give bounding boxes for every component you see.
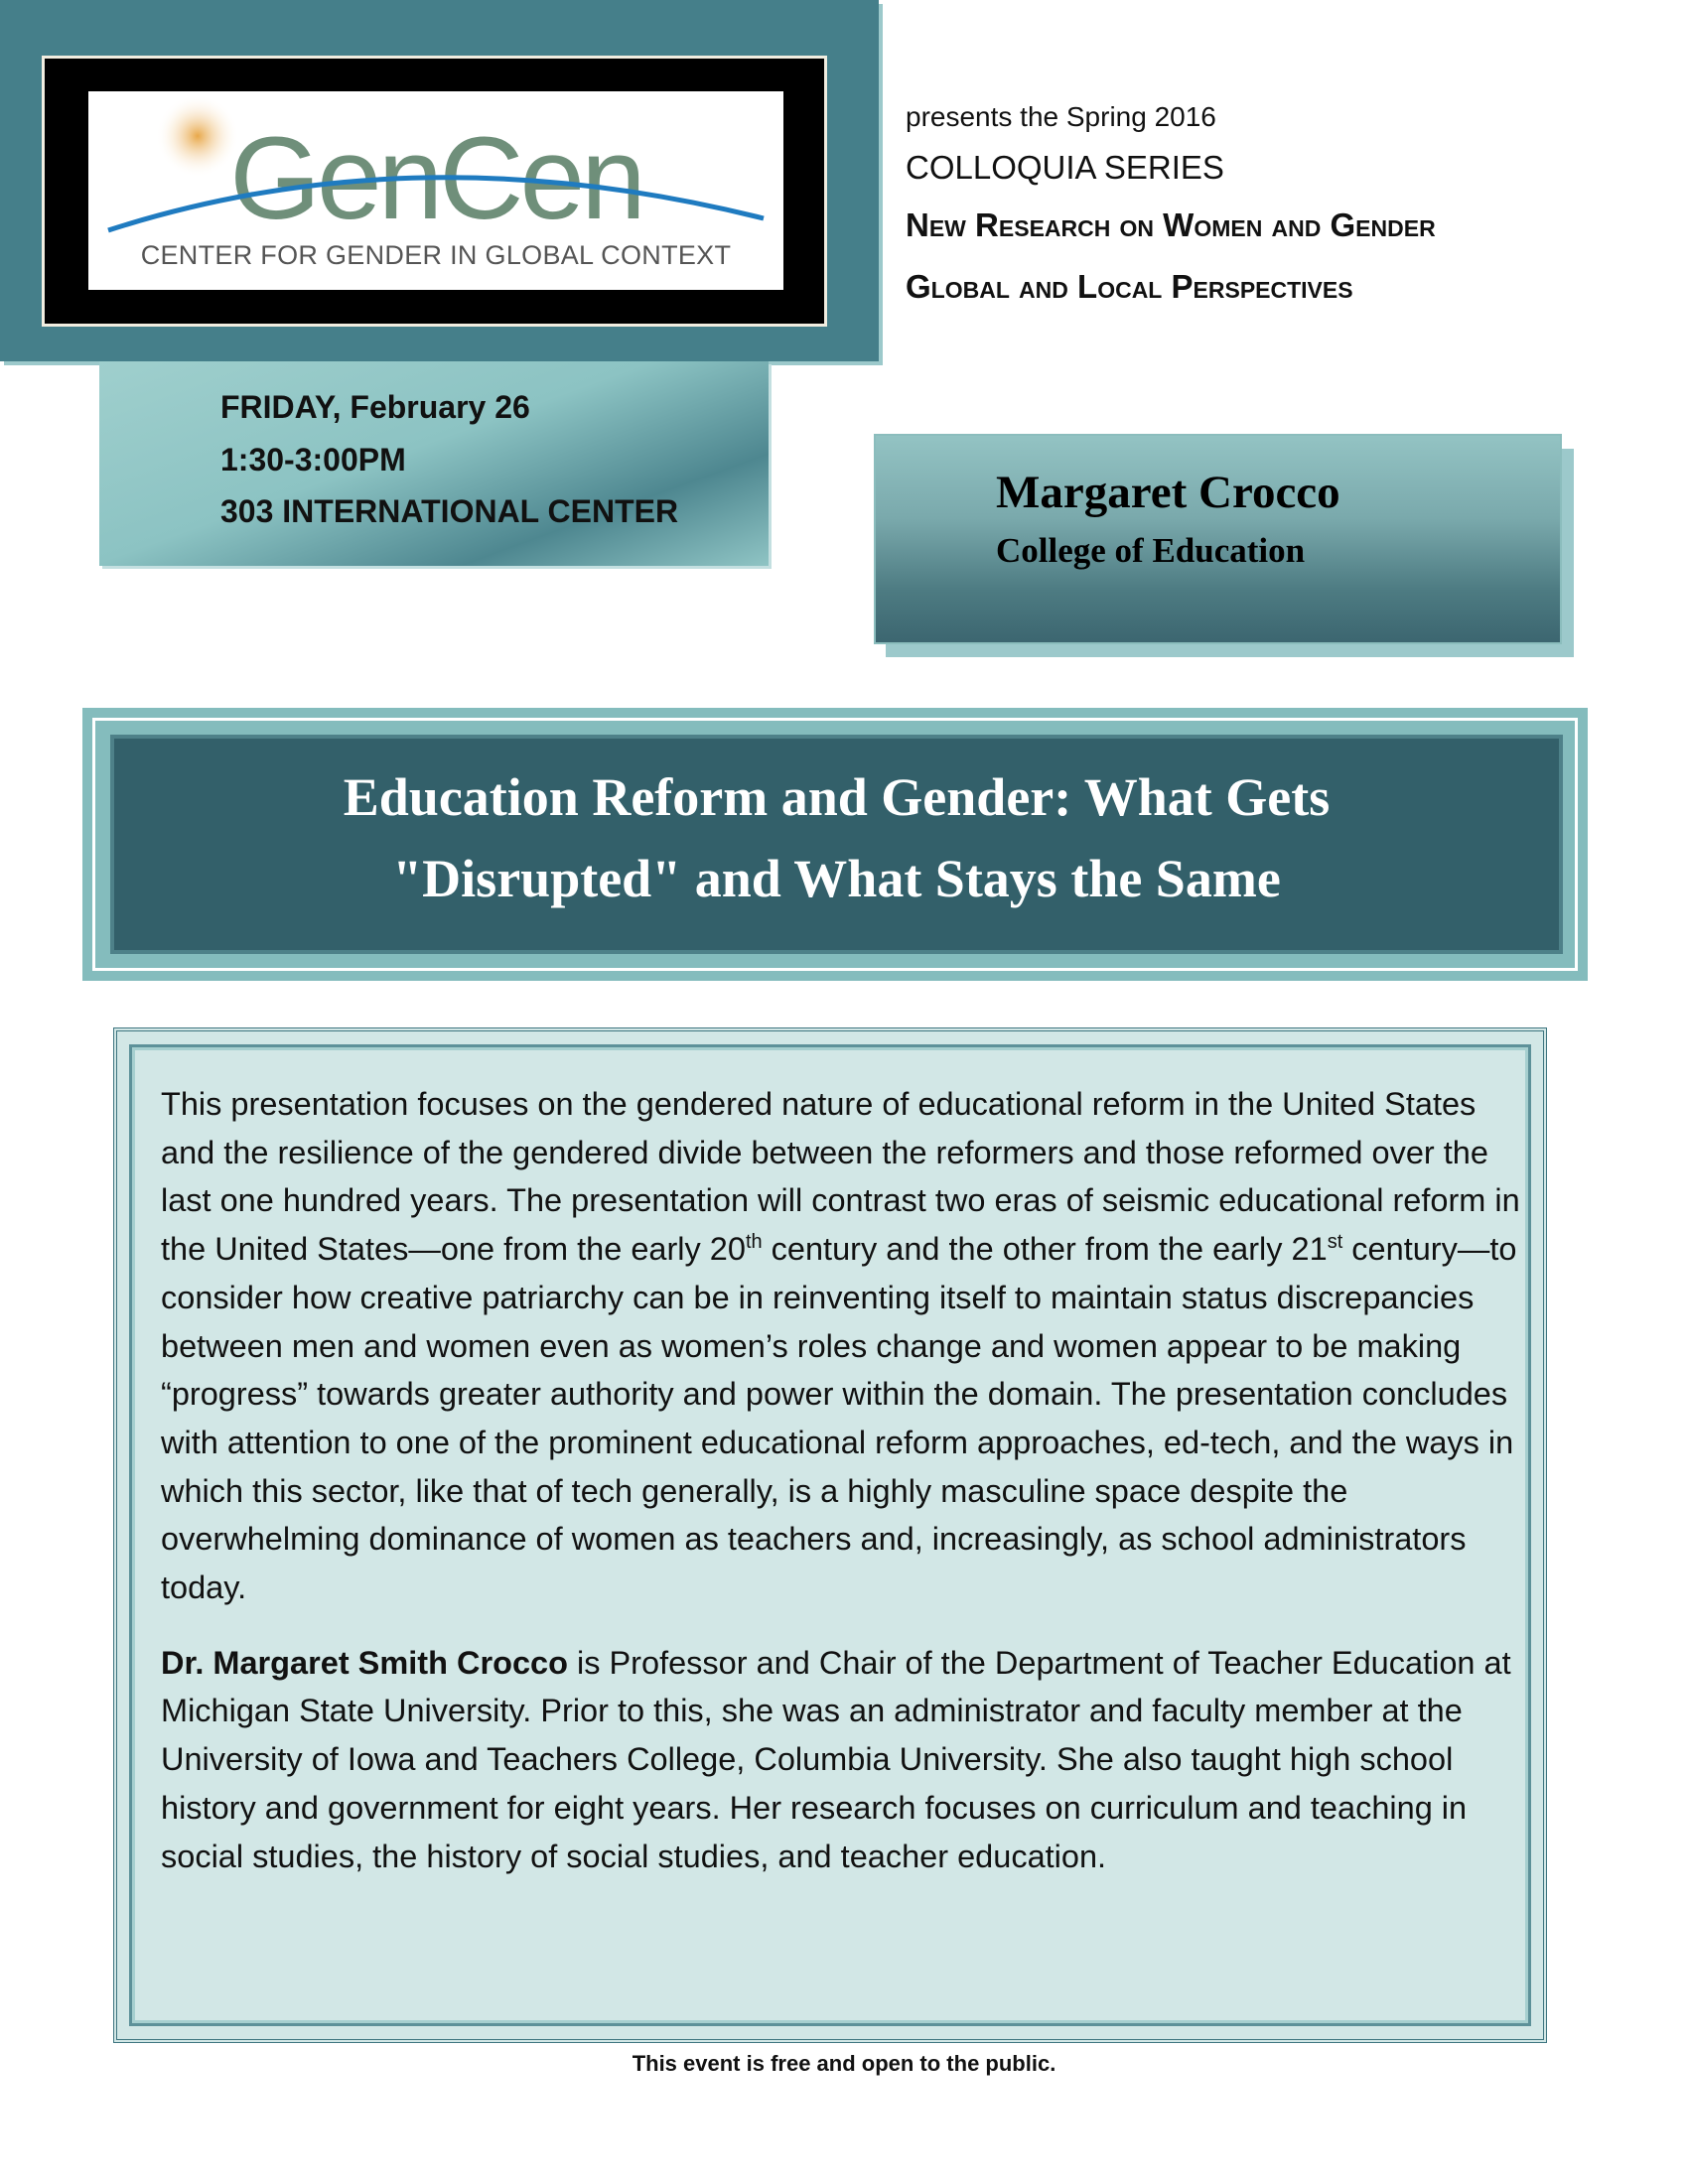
footer-note: This event is free and open to the public. bbox=[632, 2051, 1056, 2076]
speaker-box bbox=[874, 434, 1562, 644]
bio-name: Dr. Margaret Smith Crocco bbox=[161, 1644, 568, 1681]
event-day: FRIDAY, February 26 bbox=[220, 389, 530, 425]
abstract-text: century—to consider how creative patriarchy can be in reinventing itself to maintain status discrepancies between men and women even as women’s roles change and women appear to be making “progress” towards greater authority and power within the domain. The presentation concludes with attention to one of the prominent educational reform approaches, ed-tech, and the ways in which this sector, like that of tech generally, is a highly masculine space despite the overwhelming dominance of women as teachers and, increasingly, as school administrators today. bbox=[161, 1231, 1517, 1606]
series-subtitle-1: New Research on Women and Gender bbox=[906, 206, 1436, 243]
description-text bbox=[161, 1080, 1521, 1907]
series-subtitle-2: Global and Local Perspectives bbox=[906, 268, 1353, 305]
abstract-text: century and the other from the early 21 bbox=[762, 1231, 1328, 1268]
talk-title-line-2: "Disrupted" and What Stays the Same bbox=[392, 849, 1281, 908]
superscript: th bbox=[745, 1231, 763, 1254]
bio-text: is Professor and Chair of the Department of Teacher Education at Michigan State University. Prior to this, she was an administrator and faculty member at the University of Iowa and Teachers College, Columbia University. She also taught high school history and government for eight years. Her research focuses on curriculum and teaching in social studies, the history of social studies, and teacher education. bbox=[161, 1644, 1511, 1874]
event-location: 303 INTERNATIONAL CENTER bbox=[220, 493, 679, 529]
logo-caption: CENTER FOR GENDER IN GLOBAL CONTEXT bbox=[140, 240, 732, 270]
talk-title-box bbox=[110, 735, 1563, 954]
bio-paragraph bbox=[161, 1639, 1521, 1881]
gencen-logo bbox=[88, 91, 783, 290]
abstract-paragraph bbox=[161, 1080, 1521, 1612]
superscript: st bbox=[1327, 1231, 1343, 1254]
series-name: COLLOQUIA SERIES bbox=[906, 149, 1224, 186]
presents-text: presents the Spring 2016 bbox=[906, 101, 1216, 132]
abstract-text: This presentation focuses on the gendered nature of educational reform in the United States and the resilience of the gendered divide between the reformers and those reformed over the last one hundred years. The presentation will contrast two eras of seismic educational reform in the United States—one from the early 20 bbox=[161, 1086, 1520, 1268]
speaker-department: College of Education bbox=[996, 531, 1306, 570]
svg-text:GenCen: GenCen bbox=[229, 113, 642, 244]
speaker-name: Margaret Crocco bbox=[996, 467, 1340, 518]
event-time: 1:30-3:00PM bbox=[220, 442, 406, 478]
talk-title-line-1: Education Reform and Gender: What Gets bbox=[343, 767, 1331, 827]
event-details-box bbox=[99, 361, 769, 566]
